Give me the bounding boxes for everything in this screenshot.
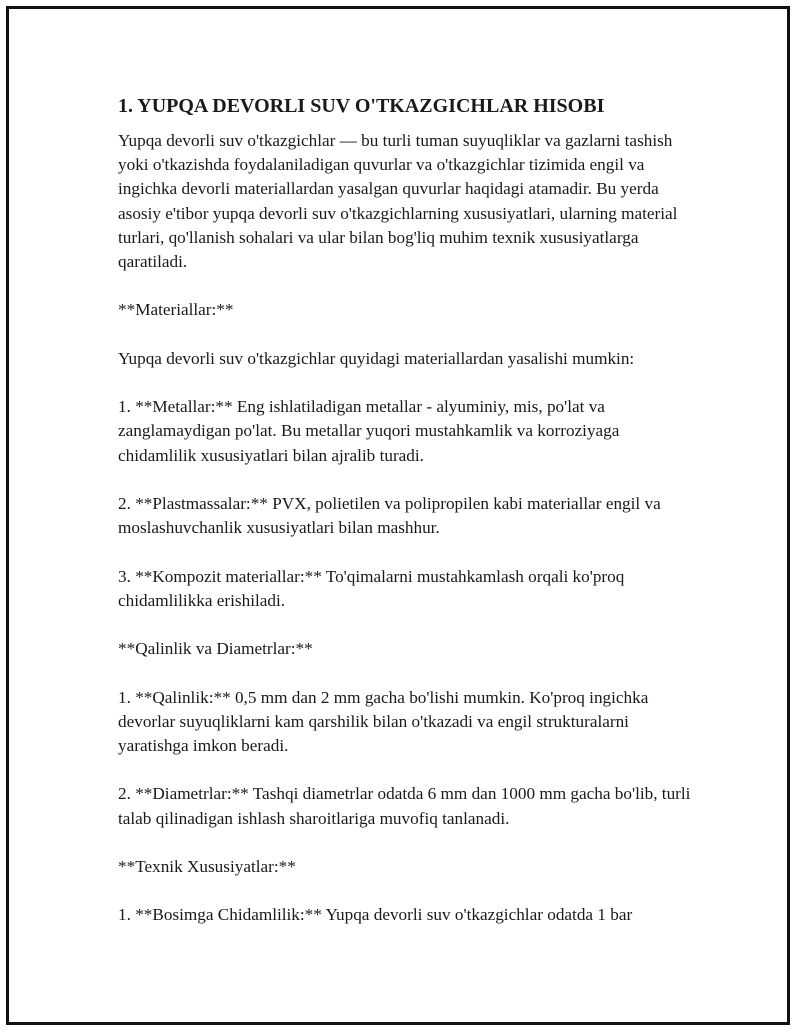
composites-item: 3. **Kompozit materiallar:** To'qimalarni mustahkamlash orqali ko'proq chidamlilikka erishiladi. [118, 566, 625, 610]
document-title: 1. YUPQA DEVORLI SUV O'TKAZGICHLAR HISOBI [118, 95, 605, 117]
plastics-item: 2. **Plastmassalar:** PVX, polietilen va polipropilen kabi materiallar engil va moslashuvchanlik xususiyatlari bilan mashhur. [118, 493, 661, 538]
materials-intro: Yupqa devorli suv o'tkazgichlar quyidagi materiallardan yasalishi mumkin: [118, 348, 635, 368]
diameters-item: 2. **Diametrlar:** Tashqi diametrlar odatda 6 mm dan 1000 mm gacha bo'lib, turli talab qilinadigan ishlash sharoitlariga muvofiq tanlanadi. [118, 784, 691, 828]
materials-heading: **Materiallar:** [118, 300, 234, 320]
technical-heading: **Texnik Xususiyatlar:** [118, 856, 296, 876]
thickness-diameter-heading: **Qalinlik va Diametrlar:** [118, 639, 313, 659]
metals-item: 1. **Metallar:** Eng ishlatiladigan metallar - alyuminiy, mis, po'lat va zanglamaydigan po'lat. Bu metallar yuqori mustahkamlik va korroziyaga chidamlilik xususiyatlari bilan ajralib turadi. [118, 397, 620, 465]
thickness-item: 1. **Qalinlik:** 0,5 mm dan 2 mm gacha bo'lishi mumkin. Ko'proq ingichka devorlar suyuqliklarni kam qarshilik bilan o'tkazadi va engil strukturalarni yaratishga imkon beradi. [118, 687, 649, 755]
intro-paragraph: Yupqa devorli suv o'tkazgichlar — bu turli tuman suyuqliklar va gazlarni tashish yoki o'tkazishda foydalaniladigan quvurlar va o'tkazgichlar tizimida engil va ingichka devorli materiallardan yasalgan quvurlar haqidagi atamadir. Bu yerda asosiy e'tibor yupqa devorli suv o'tkazgichlarning xususiyatlari, ularning material turlari, qo'llanish sohalari va ular bilan bog'liq muhim texnik xususiyatlarga qaratiladi. [118, 131, 678, 272]
pressure-item: 1. **Bosimga Chidamlilik:** Yupqa devorli suv o'tkazgichlar odatda 1 bar [118, 905, 633, 925]
document-body [118, 93, 698, 928]
